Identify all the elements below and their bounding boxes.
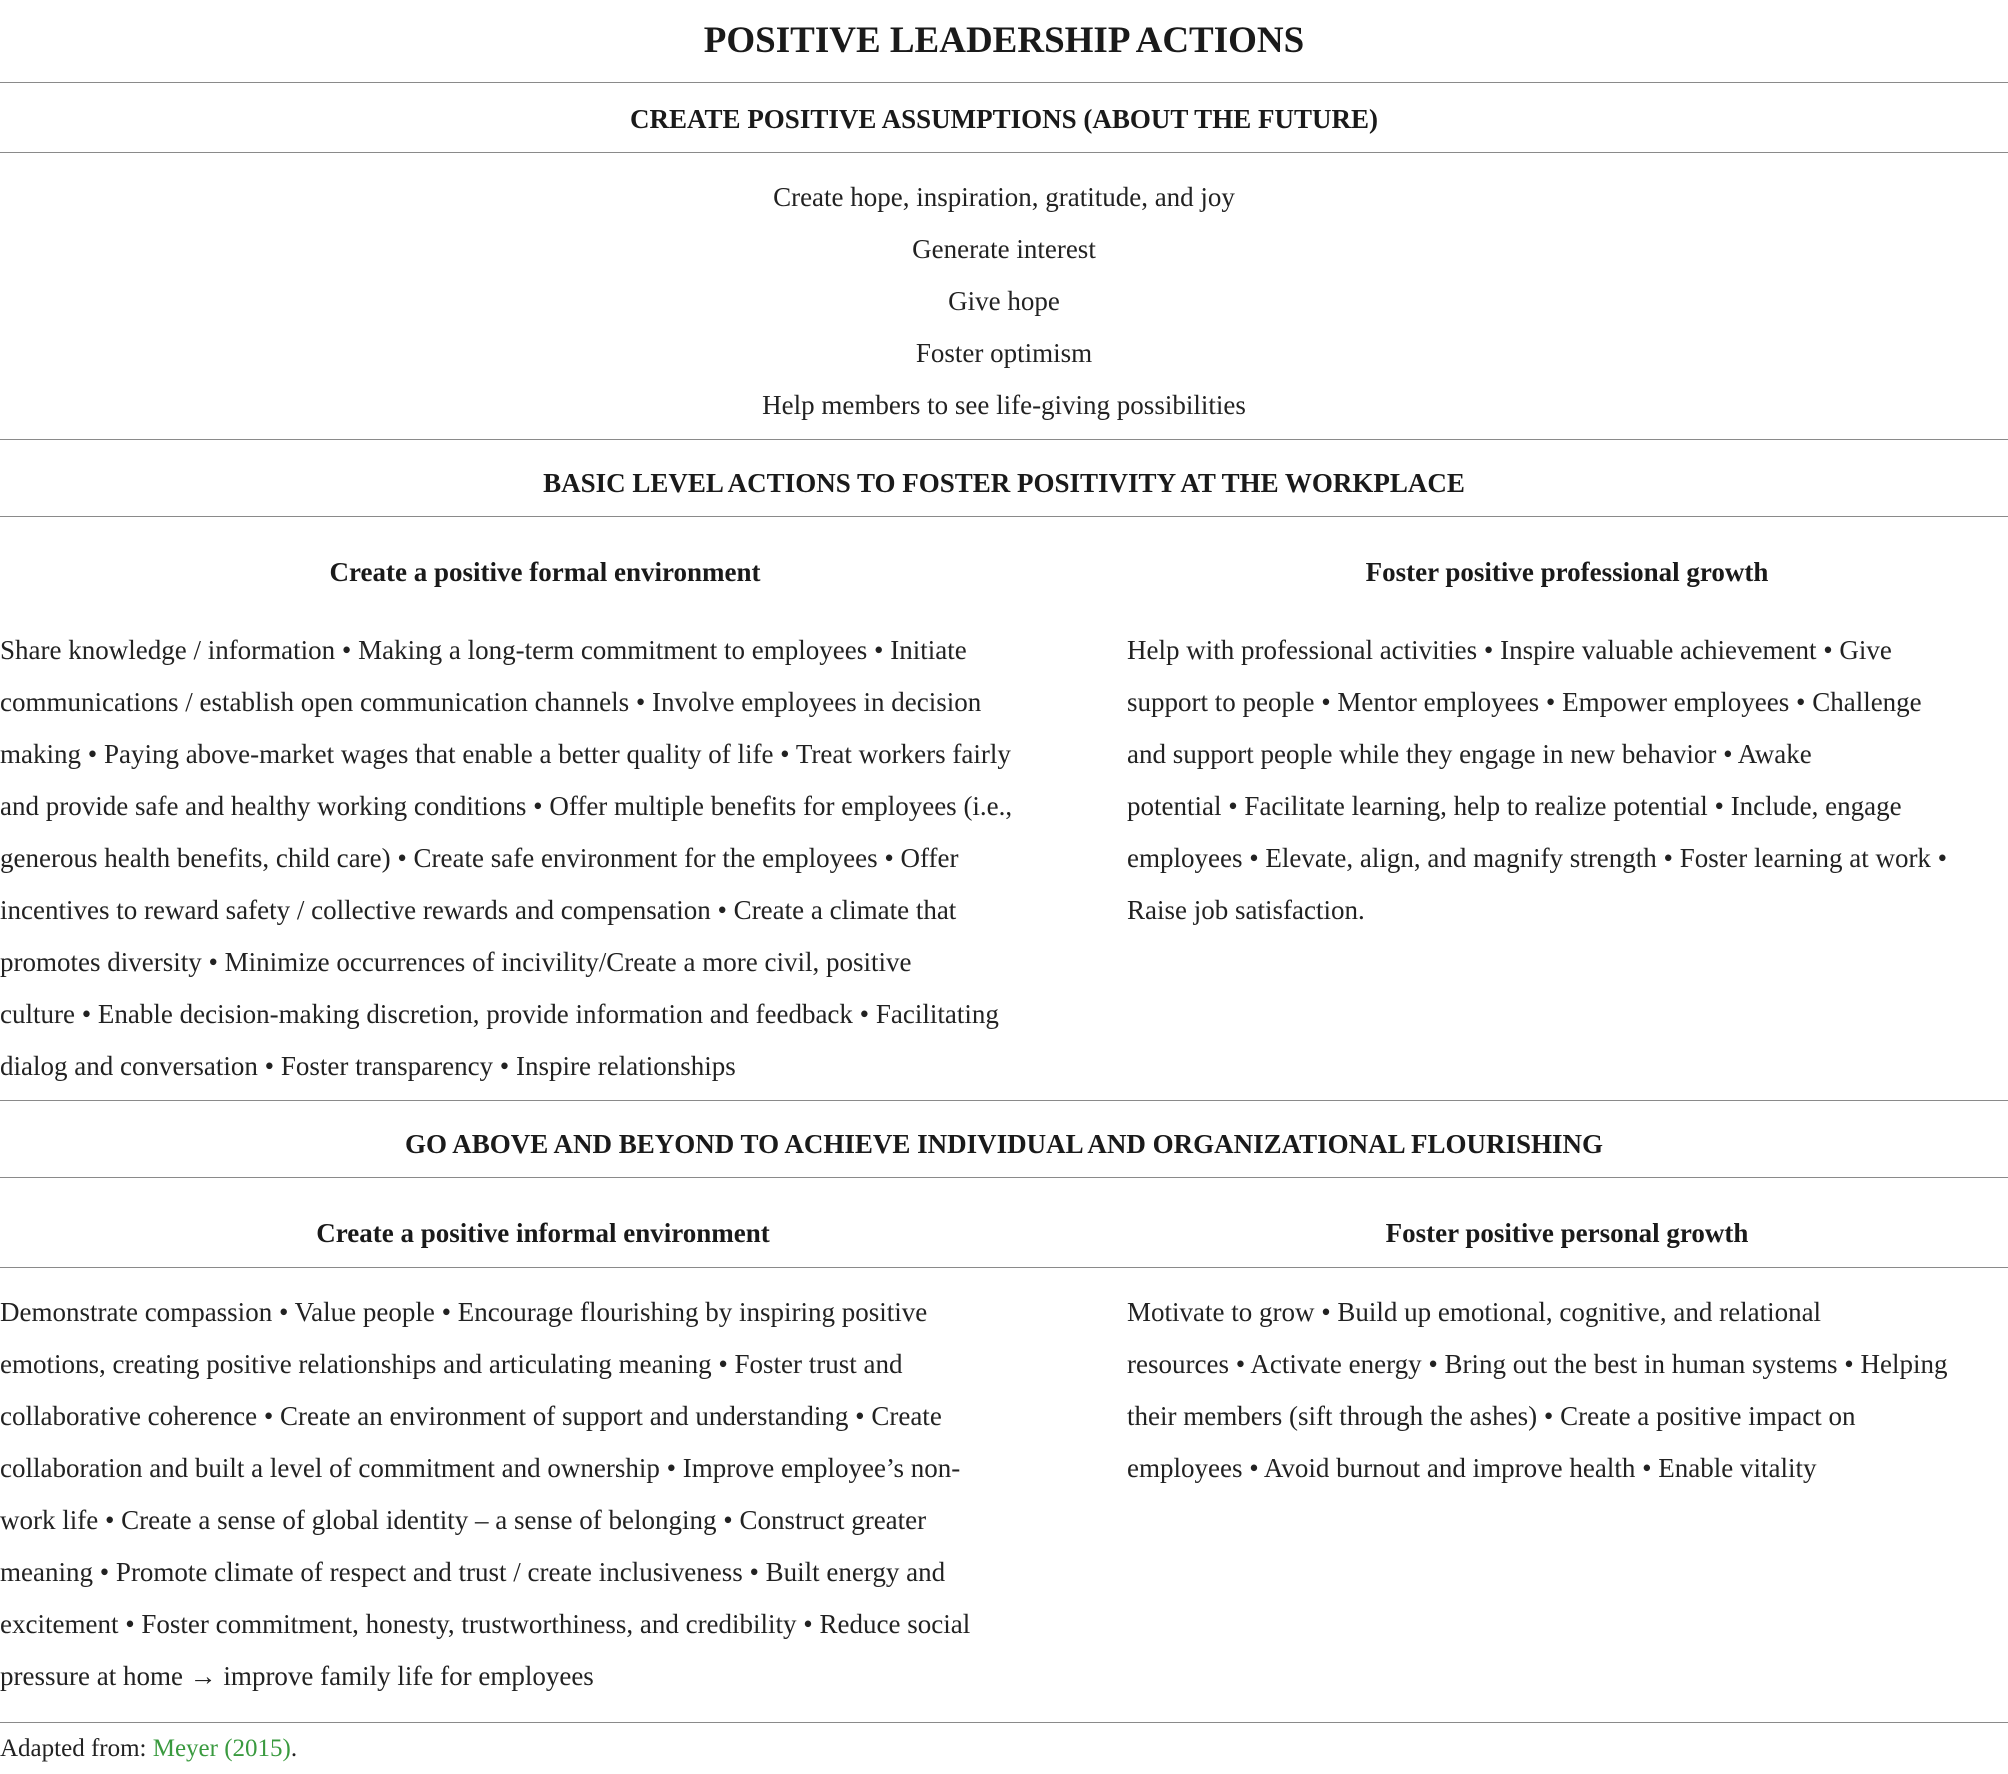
list-item: Help members to see life-giving possibilities	[762, 390, 1246, 420]
text-line: employees • Elevate, align, and magnify strength • Foster learning at work •	[1127, 843, 1948, 873]
professional-growth-text	[1127, 624, 2007, 936]
subheading-informal-environment: Create a positive informal environment	[316, 1218, 770, 1248]
divider	[0, 152, 2008, 153]
text-line: and support people while they engage in new behavior • Awake	[1127, 739, 1812, 769]
text-line: Demonstrate compassion • Value people • Encourage flourishing by inspiring positive	[0, 1297, 928, 1327]
text-line: their members (sift through the ashes) • Create a positive impact on	[1127, 1401, 1856, 1431]
text-line: resources • Activate energy • Bring out the best in human systems • Helping	[1127, 1349, 1948, 1379]
divider	[0, 516, 2008, 517]
divider	[0, 82, 2008, 83]
source-suffix: .	[290, 1735, 298, 1762]
list-item: Give hope	[948, 286, 1060, 316]
subheading-formal-environment: Create a positive formal environment	[329, 557, 761, 587]
divider	[0, 1722, 2008, 1723]
text-line: incentives to reward safety / collective rewards and compensation • Create a climate that	[0, 895, 957, 925]
assumptions-list	[0, 171, 2008, 431]
personal-growth-text	[1127, 1286, 2007, 1494]
text-line: collaborative coherence • Create an environment of support and understanding • Create	[0, 1401, 942, 1431]
text-line: work life • Create a sense of global identity – a sense of belonging • Construct greater	[0, 1505, 927, 1535]
source-prefix: Adapted from:	[0, 1735, 153, 1762]
text-line: and provide safe and healthy working conditions • Offer multiple benefits for employees (i.e.,	[0, 791, 1013, 821]
text-line: pressure at home → improve family life for employees	[0, 1661, 594, 1691]
text-line: excitement • Foster commitment, honesty, trustworthiness, and credibility • Reduce social	[0, 1609, 971, 1639]
list-item: Foster optimism	[915, 338, 1093, 368]
text-line: support to people • Mentor employees • Empower employees • Challenge	[1127, 687, 1922, 717]
section-heading-flourishing: GO ABOVE AND BEYOND TO ACHIEVE INDIVIDUAL AND ORGANIZATIONAL FLOURISHING	[405, 1129, 1603, 1159]
section-heading-basic-actions: BASIC LEVEL ACTIONS TO FOSTER POSITIVITY AT THE WORKPLACE	[543, 468, 1465, 498]
text-line: communications / establish open communication channels • Involve employees in decision	[0, 687, 982, 717]
informal-environment-text	[0, 1286, 1090, 1702]
divider	[0, 1267, 2008, 1268]
text-line: dialog and conversation • Foster transparency • Inspire relationships	[0, 1051, 736, 1081]
source-note	[0, 1732, 297, 1766]
text-line: Motivate to grow • Build up emotional, cognitive, and relational	[1127, 1297, 1822, 1327]
text-line: generous health benefits, child care) • Create safe environment for the employees • Offer	[0, 843, 959, 873]
subheading-personal-growth: Foster positive personal growth	[1385, 1218, 1749, 1248]
formal-environment-text	[0, 624, 1090, 1092]
text-line: culture • Enable decision-making discretion, provide information and feedback • Facilitating	[0, 999, 999, 1029]
text-line: emotions, creating positive relationships and articulating meaning • Foster trust and	[0, 1349, 903, 1379]
text-line: meaning • Promote climate of respect and trust / create inclusiveness • Built energy and	[0, 1557, 946, 1587]
section-heading-assumptions: CREATE POSITIVE ASSUMPTIONS (ABOUT THE FUTURE)	[630, 104, 1378, 134]
text-line: Share knowledge / information • Making a long-term commitment to employees • Initiate	[0, 635, 967, 665]
subheading-professional-growth: Foster positive professional growth	[1365, 557, 1769, 587]
citation-link[interactable]: Meyer (2015)	[152, 1735, 291, 1762]
text-line: collaboration and built a level of commitment and ownership • Improve employee’s non-	[0, 1453, 961, 1483]
divider	[0, 1177, 2008, 1178]
list-item: Generate interest	[912, 234, 1096, 264]
divider	[0, 1100, 2008, 1101]
text-line: potential • Facilitate learning, help to realize potential • Include, engage	[1127, 791, 1902, 821]
text-line: Raise job satisfaction.	[1127, 895, 1365, 925]
text-line: Help with professional activities • Inspire valuable achievement • Give	[1127, 635, 1892, 665]
list-item: Create hope, inspiration, gratitude, and joy	[773, 182, 1235, 212]
table-title: POSITIVE LEADERSHIP ACTIONS	[703, 20, 1305, 61]
divider	[0, 439, 2008, 440]
text-line: promotes diversity • Minimize occurrences of incivility/Create a more civil, positive	[0, 947, 912, 977]
text-line: employees • Avoid burnout and improve health • Enable vitality	[1127, 1453, 1817, 1483]
text-line: making • Paying above-market wages that enable a better quality of life • Treat workers fairly	[0, 739, 1011, 769]
